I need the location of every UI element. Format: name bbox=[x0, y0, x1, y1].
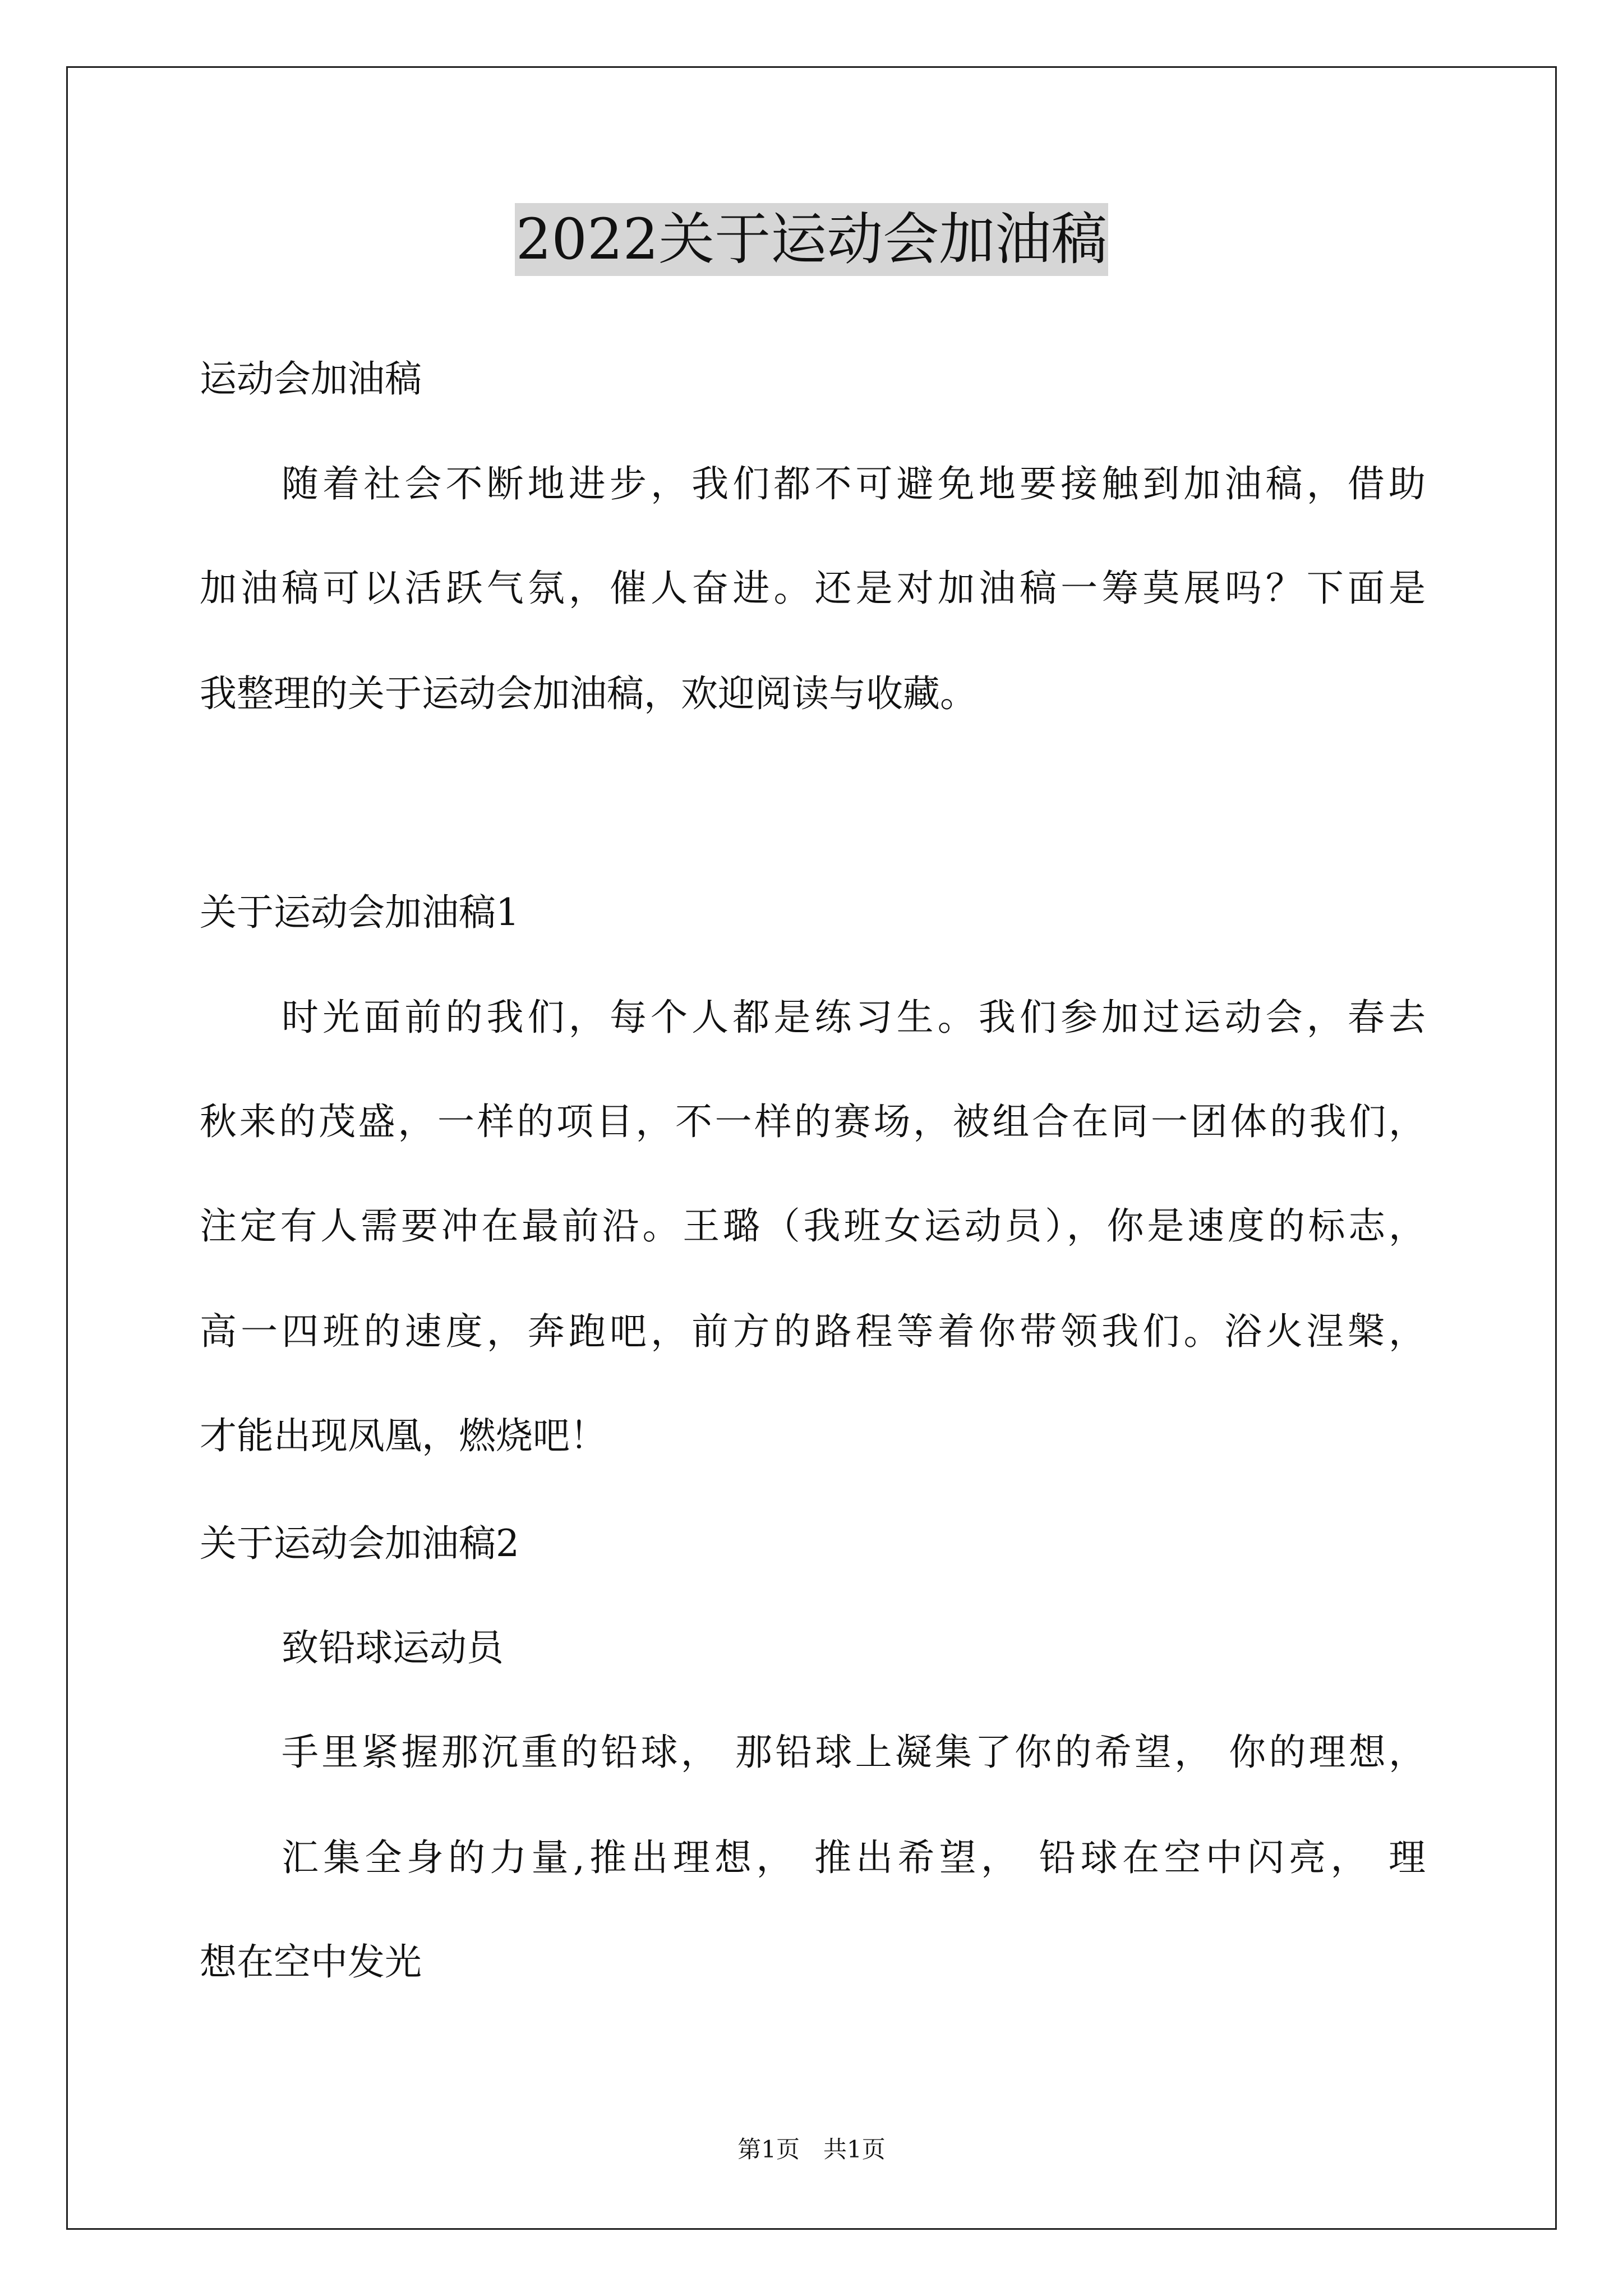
paragraph-line: 致铅球运动员 bbox=[282, 1626, 504, 1669]
section-heading: 运动会加油稿 bbox=[200, 357, 422, 401]
document-title: 2022关于运动会加油稿 bbox=[515, 203, 1109, 276]
page-footer: 第1页 共1页 bbox=[737, 2136, 886, 2163]
paragraph-line: 我整理的关于运动会加油稿，欢迎阅读与收藏。 bbox=[200, 672, 977, 715]
section-heading: 关于运动会加油稿1 bbox=[200, 891, 519, 934]
paragraph-line: 秋来的茂盛，一样的项目，不一样的赛场，被组合在同一团体的我们， bbox=[200, 1100, 1426, 1143]
paragraph-line: 汇集全身的力量,推出理想， 推出希望， 铅球在空中闪亮， 理 bbox=[282, 1836, 1426, 1879]
paragraph-line: 想在空中发光 bbox=[200, 1940, 422, 1984]
paragraph-line: 手里紧握那沉重的铅球， 那铅球上凝集了你的希望， 你的理想， bbox=[282, 1731, 1426, 1774]
paragraph-line: 加油稿可以活跃气氛，催人奋进。还是对加油稿一筹莫展吗？下面是 bbox=[200, 567, 1426, 610]
paragraph-line: 时光面前的我们，每个人都是练习生。我们参加过运动会，春去 bbox=[282, 996, 1426, 1039]
paragraph-line: 随着社会不断地进步，我们都不可避免地要接触到加油稿，借助 bbox=[282, 462, 1426, 505]
paragraph-line: 高一四班的速度，奔跑吧，前方的路程等着你带领我们。浴火涅槃， bbox=[200, 1310, 1426, 1353]
section-heading: 关于运动会加油稿2 bbox=[200, 1522, 519, 1565]
paragraph-line: 才能出现凤凰，燃烧吧！ bbox=[200, 1414, 607, 1457]
paragraph-line: 注定有人需要冲在最前沿。王璐（我班女运动员），你是速度的标志， bbox=[200, 1204, 1426, 1248]
title-container bbox=[0, 203, 1623, 276]
